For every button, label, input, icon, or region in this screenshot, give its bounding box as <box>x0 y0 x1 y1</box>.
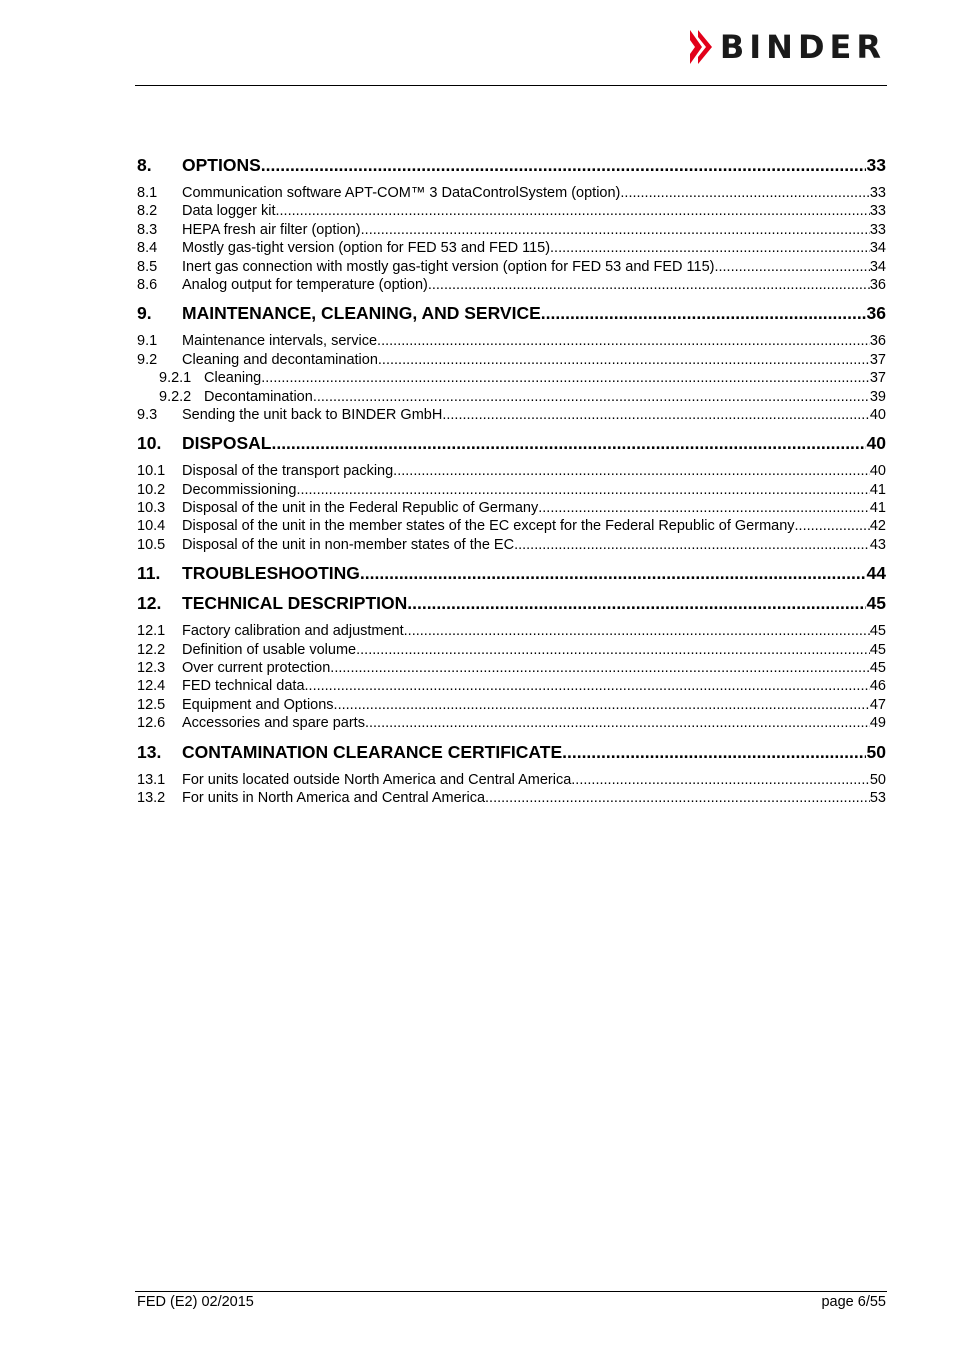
toc-entry-number: 12.2 <box>137 641 166 658</box>
toc-dot-leader <box>261 369 870 387</box>
toc-dot-leader <box>361 221 870 239</box>
toc-dot-leader <box>393 462 870 480</box>
toc-entry-page: 36 <box>869 333 886 350</box>
toc-dot-leader <box>550 239 870 257</box>
toc-chapter-entry[interactable] <box>137 741 886 763</box>
toc-entry-page: 34 <box>869 258 886 275</box>
toc-entry-title: For units in North America and Central America <box>182 789 486 806</box>
toc-section-entry[interactable] <box>137 659 886 677</box>
toc-dot-leader <box>330 659 870 677</box>
toc-dot-leader <box>378 351 870 369</box>
document-id: FED (E2) 02/2015 <box>137 1294 254 1310</box>
toc-entry-title: Data logger kit <box>182 203 276 220</box>
toc-entry-page: 41 <box>869 481 886 498</box>
toc-section-entry[interactable] <box>137 771 886 789</box>
toc-entry-page: 36 <box>866 303 886 324</box>
toc-dot-leader <box>428 276 870 294</box>
toc-entry-number: 9.2.2 <box>159 388 192 405</box>
toc-section-entry[interactable] <box>137 499 886 517</box>
toc-entry-page: 45 <box>869 641 886 658</box>
toc-entry-title: For units located outside North America and Central America <box>182 771 572 788</box>
toc-section-entry[interactable] <box>137 332 886 350</box>
toc-entry-number: 10. <box>137 433 162 454</box>
binder-logo <box>690 30 886 64</box>
toc-entry-title: Mostly gas-tight version (option for FED 53 and FED 115) <box>182 240 551 257</box>
toc-entry-page: 42 <box>869 518 886 535</box>
toc-entry-title: Cleaning <box>204 370 262 387</box>
toc-section-entry[interactable] <box>137 677 886 695</box>
toc-dot-leader <box>276 202 870 220</box>
toc-entry-title: Definition of usable volume <box>182 641 357 658</box>
toc-section-entry[interactable] <box>137 406 886 424</box>
toc-entry-page: 50 <box>866 741 886 762</box>
toc-entry-title: Factory calibration and adjustment <box>182 623 404 640</box>
toc-entry-number: 12.5 <box>137 696 166 713</box>
toc-dot-leader <box>261 154 866 176</box>
toc-chapter-entry[interactable] <box>137 302 886 324</box>
toc-entry-title: Accessories and spare parts <box>182 715 365 732</box>
toc-entry-title: Inert gas connection with mostly gas-tight version (option for FED 53 and FED 115) <box>182 258 715 275</box>
toc-entry-page: 53 <box>869 789 886 806</box>
toc-entry-title: Disposal of the unit in non-member states of the EC <box>182 536 515 553</box>
toc-entry-title: Decontamination <box>204 388 313 405</box>
toc-entry-page: 44 <box>866 563 886 584</box>
toc-entry-title: Over current protection <box>182 660 331 677</box>
toc-entry-title: TECHNICAL DESCRIPTION <box>182 593 408 614</box>
toc-entry-title: Analog output for temperature (option) <box>182 276 428 293</box>
toc-section-entry[interactable] <box>137 351 886 369</box>
toc-section-entry[interactable] <box>137 239 886 257</box>
toc-entry-number: 9.2 <box>137 351 158 368</box>
toc-entry-number: 8.2 <box>137 203 158 220</box>
toc-chapter-entry[interactable] <box>137 432 886 454</box>
toc-entry-page: 40 <box>869 406 886 423</box>
toc-entry-number: 13.1 <box>137 771 166 788</box>
toc-section-entry[interactable] <box>137 369 886 387</box>
toc-section-entry[interactable] <box>137 789 886 807</box>
toc-section-entry[interactable] <box>137 641 886 659</box>
toc-entry-page: 40 <box>866 433 886 454</box>
toc-section-entry[interactable] <box>137 202 886 220</box>
toc-entry-title: Disposal of the transport packing <box>182 463 394 480</box>
toc-dot-leader <box>334 696 870 714</box>
toc-entry-page: 39 <box>869 388 886 405</box>
toc-entry-page: 34 <box>869 240 886 257</box>
toc-section-entry[interactable] <box>137 536 886 554</box>
binder-logo-icon <box>690 30 714 64</box>
toc-dot-leader <box>296 481 869 499</box>
toc-entry-number: 10.3 <box>137 500 166 517</box>
page-number: page 6/55 <box>821 1294 886 1310</box>
toc-entry-page: 36 <box>869 276 886 293</box>
toc-entry-number: 10.2 <box>137 481 166 498</box>
toc-dot-leader <box>714 258 869 276</box>
toc-dot-leader <box>514 536 870 554</box>
toc-entry-number: 11. <box>137 563 161 584</box>
toc-entry-number: 9. <box>137 303 152 324</box>
toc-entry-page: 45 <box>866 593 886 614</box>
toc-entry-page: 33 <box>869 185 886 201</box>
toc-dot-leader <box>485 789 870 807</box>
toc-entry-number: 12.1 <box>137 623 166 640</box>
toc-section-entry[interactable] <box>137 622 886 640</box>
toc-entry-page: 33 <box>866 155 886 175</box>
toc-entry-number: 8.1 <box>137 185 158 201</box>
toc-entry-title: MAINTENANCE, CLEANING, AND SERVICE <box>182 303 541 324</box>
toc-section-entry[interactable] <box>137 714 886 732</box>
toc-dot-leader <box>571 771 870 789</box>
toc-dot-leader <box>404 622 870 640</box>
toc-entry-page: 43 <box>869 536 886 553</box>
toc-entry-number: 8.5 <box>137 258 158 275</box>
toc-dot-leader <box>562 741 865 763</box>
toc-entry-number: 12.6 <box>137 715 166 732</box>
toc-dot-leader <box>305 677 870 695</box>
toc-section-entry[interactable] <box>137 388 886 406</box>
toc-entry-number: 13. <box>137 741 162 762</box>
toc-entry-title: Equipment and Options <box>182 696 334 713</box>
toc-entry-title: TROUBLESHOOTING <box>182 563 360 584</box>
toc-entry-page: 37 <box>869 370 886 387</box>
toc-entry-page: 33 <box>869 221 886 238</box>
toc-entry-title: DISPOSAL <box>182 433 272 454</box>
toc-entry-number: 10.1 <box>137 463 166 480</box>
toc-entry-number: 8.6 <box>137 276 158 293</box>
toc-entry-title: Maintenance intervals, service <box>182 333 378 350</box>
toc-entry-page: 41 <box>869 500 886 517</box>
toc-entry-title: Disposal of the unit in the member states of the EC except for the Federal Republic of Germany <box>182 518 795 535</box>
toc-entry-number: 9.3 <box>137 406 158 423</box>
toc-section-entry[interactable] <box>137 276 886 294</box>
toc-dot-leader <box>538 499 870 517</box>
toc-entry-page: 40 <box>869 463 886 480</box>
toc-dot-leader <box>360 562 866 584</box>
toc-dot-leader <box>442 406 870 424</box>
toc-entry-page: 33 <box>869 203 886 220</box>
toc-entry-page: 45 <box>869 623 886 640</box>
toc-dot-leader <box>365 714 870 732</box>
toc-entry-title: Disposal of the unit in the Federal Republic of Germany <box>182 500 539 517</box>
toc-entry-page: 37 <box>869 351 886 368</box>
toc-entry-number: 9.1 <box>137 333 158 350</box>
toc-entry-page: 45 <box>869 660 886 677</box>
toc-dot-leader <box>620 184 869 202</box>
toc-dot-leader <box>271 432 865 454</box>
toc-entry-title: Decommissioning <box>182 481 297 498</box>
toc-entry-title: CONTAMINATION CLEARANCE CERTIFICATE <box>182 741 563 762</box>
toc-dot-leader <box>541 302 866 324</box>
toc-dot-leader <box>356 641 870 659</box>
toc-entry-number: 10.4 <box>137 518 166 535</box>
toc-section-entry[interactable] <box>137 517 886 535</box>
header-divider <box>135 85 887 86</box>
toc-dot-leader <box>407 592 865 614</box>
toc-entry-title: Cleaning and decontamination <box>182 351 378 368</box>
toc-entry-title: FED technical data <box>182 678 305 695</box>
toc-entry-number: 8.3 <box>137 221 158 238</box>
logo-wordmark: BINDER <box>719 28 886 66</box>
toc-entry-page: 50 <box>869 771 886 788</box>
toc-dot-leader <box>313 388 870 406</box>
toc-entry-number: 9.2.1 <box>159 370 192 387</box>
toc-entry-number: 8.4 <box>137 240 158 257</box>
toc-entry-page: 46 <box>869 678 886 695</box>
toc-chapter-entry[interactable] <box>137 592 886 614</box>
toc-section-entry[interactable] <box>137 696 886 714</box>
toc-entry-number: 13.2 <box>137 789 166 806</box>
toc-chapter-entry[interactable] <box>137 562 886 584</box>
toc-entry-title: Communication software APT-COM™ 3 DataControlSystem (option) <box>182 185 621 201</box>
table-of-contents <box>137 146 886 807</box>
toc-entry-number: 10.5 <box>137 536 166 553</box>
toc-entry-title: Sending the unit back to BINDER GmbH <box>182 406 443 423</box>
toc-dot-leader <box>377 332 870 350</box>
footer-divider <box>135 1291 887 1292</box>
toc-chapter-entry[interactable] <box>137 154 886 176</box>
toc-entry-title: HEPA fresh air filter (option) <box>182 221 361 238</box>
toc-section-entry[interactable] <box>137 481 886 499</box>
toc-dot-leader <box>795 517 870 535</box>
toc-section-entry[interactable] <box>137 184 886 202</box>
toc-entry-page: 49 <box>869 715 886 732</box>
toc-section-entry[interactable] <box>137 462 886 480</box>
toc-entry-number: 8. <box>137 155 152 175</box>
toc-entry-title: OPTIONS <box>182 155 261 175</box>
toc-section-entry[interactable] <box>137 221 886 239</box>
toc-section-entry[interactable] <box>137 258 886 276</box>
toc-entry-number: 12. <box>137 593 162 614</box>
toc-entry-number: 12.3 <box>137 660 166 677</box>
toc-entry-page: 47 <box>869 696 886 713</box>
toc-entry-number: 12.4 <box>137 678 166 695</box>
